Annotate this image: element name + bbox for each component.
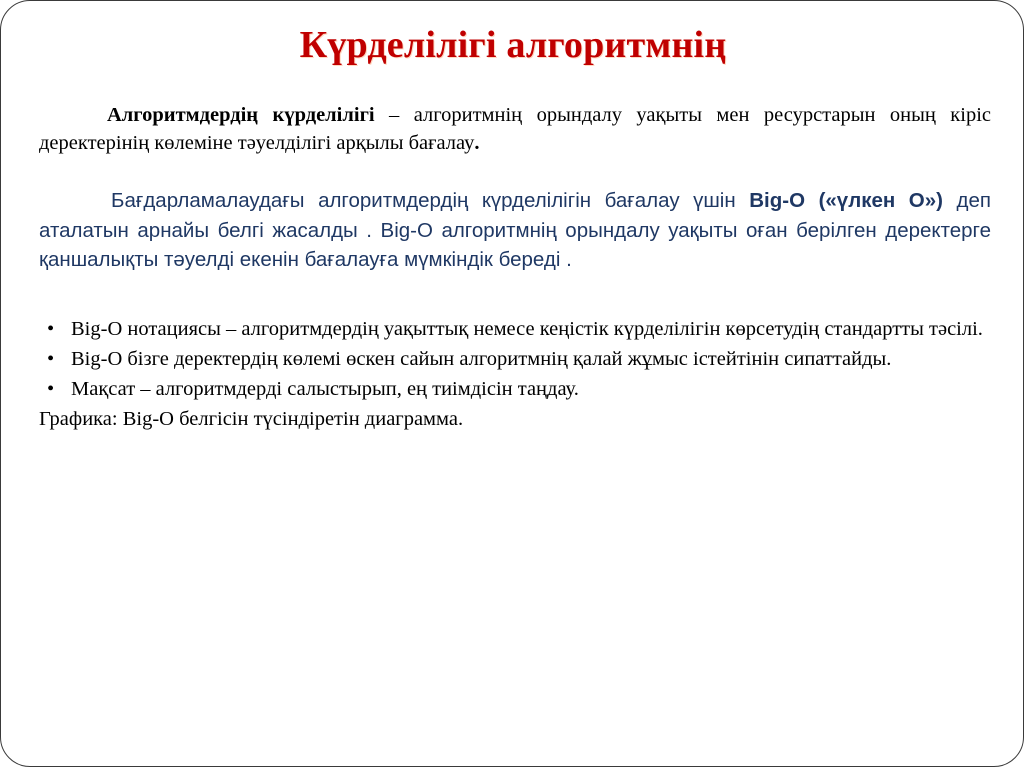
- list-item: [39, 375, 991, 404]
- definition-term: Алгоритмдердің күрделілігі: [107, 104, 375, 126]
- big-o-intro-part2: деп аталатын арнайы белгі жасалды . Big-O алгоритмнің орындалу уақыты оған берілген деректерге қаншалықты тәуелді екенін бағалауға мүмкіндік береді .: [39, 189, 991, 271]
- bullet-marker-icon: •: [47, 317, 55, 340]
- list-item-text: Мақсат – алгоритмдерді салыстырып, ең тиімдісін таңдау.: [71, 377, 579, 400]
- paragraph-big-o-intro: [39, 186, 991, 275]
- bullet-marker-icon: •: [47, 377, 55, 400]
- big-o-intro-part1: Бағдарламалаудағы алгоритмдердің күрделілігін бағалау үшін: [111, 189, 750, 212]
- bullet-marker-icon: •: [47, 347, 55, 370]
- slide-title: Күрделілігі алгоритмнің: [299, 24, 727, 66]
- definition-body: – алгоритмнің орындалу уақыты мен ресурстарын оның кіріс деректерінің көлеміне тәуелділігі арқылы бағалау: [39, 104, 992, 154]
- list-item-text: Big-O нотациясы – алгоритмдердің уақыттық немесе кеңістік күрделілігін көрсетудің стандартты тәсілі.: [71, 317, 983, 340]
- slide-body: [39, 101, 991, 434]
- bullet-list: [39, 315, 991, 404]
- paragraph-definition: [39, 101, 991, 157]
- big-o-term: Big-O («үлкен О»): [749, 189, 943, 212]
- list-item: [39, 345, 991, 374]
- graphics-note: Графика: Big-O белгісін түсіндіретін диаграмма.: [39, 407, 464, 430]
- list-item-text: Big-O бізге деректердің көлемі өскен сайын алгоритмнің қалай жұмыс істейтінін сипаттайды.: [71, 347, 892, 370]
- definition-period: .: [474, 132, 480, 154]
- list-item: [39, 315, 991, 344]
